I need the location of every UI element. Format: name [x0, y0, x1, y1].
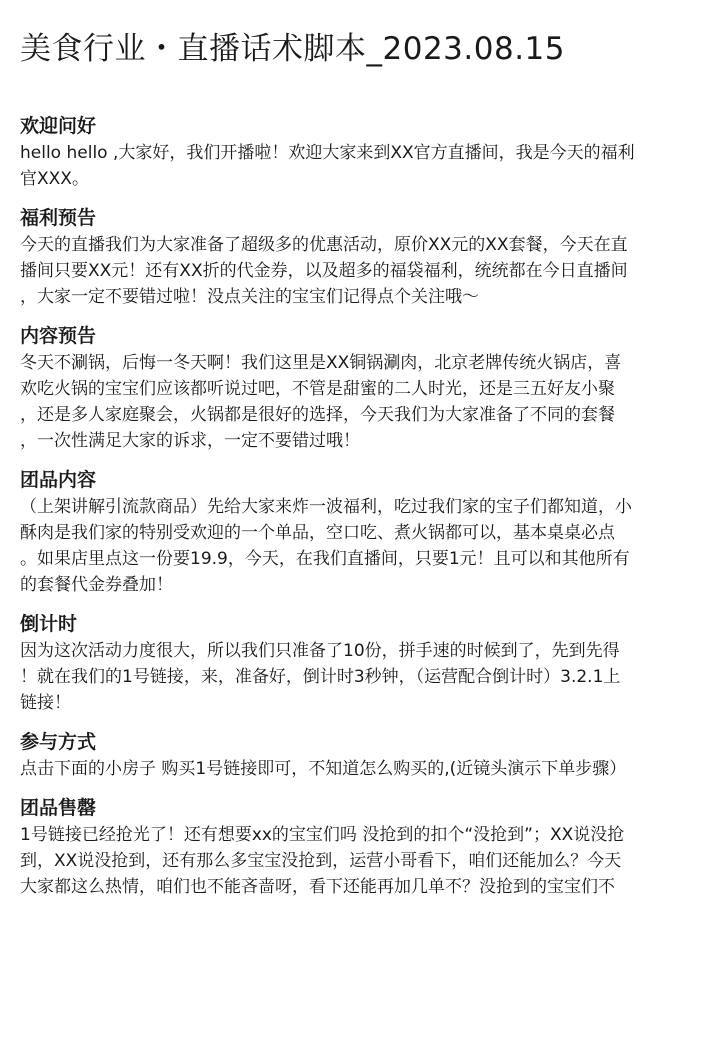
section-heading: 欢迎问好: [20, 115, 97, 137]
section-heading: 倒计时: [20, 613, 78, 635]
section-body-line: hello hello ,大家好，我们开播啦！欢迎大家来到XX官方直播间，我是今天的福利: [20, 143, 635, 163]
section-body-line: 点击下面的小房子 购买1号链接即可，不知道怎么购买的,(近镜头演示下单步骤）: [20, 759, 627, 779]
section-heading: 内容预告: [20, 325, 97, 347]
section-body-line: 冬天不涮锅，后悔一冬天啊！我们这里是XX铜锅涮肉，北京老牌传统火锅店，喜: [20, 353, 622, 373]
section-body-line: ！就在我们的1号链接，来，准备好，倒计时3秒钟，（运营配合倒计时）3.2.1上: [20, 667, 621, 687]
section-body-line: 大家都这么热情，咱们也不能吝啬呀，看下还能再加几单不？没抢到的宝宝们不: [20, 877, 615, 897]
section-body-line: 今天的直播我们为大家准备了超级多的优惠活动，原价XX元的XX套餐，今天在直: [20, 235, 628, 255]
document-section: [20, 728, 692, 782]
section-body-line: 因为这次活动力度很大，所以我们只准备了10份，拼手速的时候到了，先到先得: [20, 641, 620, 661]
section-heading: 参与方式: [20, 731, 97, 753]
section-body-line: ，一次性满足大家的诉求，一定不要错过哦！: [20, 431, 360, 451]
section-heading: 团品售罄: [20, 797, 97, 819]
document-section: [20, 322, 692, 454]
section-body: [20, 140, 692, 192]
section-body-line: 。如果店里点这一份要19.9，今天，在我们直播间，只要1元！且可以和其他所有: [20, 549, 630, 569]
section-body-line: 的套餐代金券叠加！: [20, 575, 173, 595]
section-body-line: （上架讲解引流款商品）先给大家来炸一波福利，吃过我们家的宝子们都知道，小: [20, 497, 632, 517]
section-body: [20, 756, 692, 782]
section-body-line: ，大家一定不要错过啦！没点关注的宝宝们记得点个关注哦～: [20, 287, 479, 307]
section-body-line: 官XXX。: [20, 169, 89, 189]
section-body: [20, 638, 692, 716]
section-body-line: 酥肉是我们家的特别受欢迎的一个单品，空口吃、煮火锅都可以，基本桌桌必点: [20, 523, 615, 543]
section-body: [20, 494, 692, 598]
section-heading: 福利预告: [20, 207, 97, 229]
section-body: [20, 232, 692, 310]
section-body: [20, 822, 692, 900]
section-body-line: 播间只要XX元！还有XX折的代金券，以及超多的福袋福利，统统都在今日直播间: [20, 261, 628, 281]
section-body-line: 到，XX说没抢到，还有那么多宝宝没抢到，运营小哥看下，咱们还能加么？今天: [20, 851, 622, 871]
document-section: [20, 610, 692, 716]
document-page: [20, 0, 692, 900]
document-section: [20, 466, 692, 598]
document-title: 美食行业・直播话术脚本_2023.08.15: [20, 31, 565, 67]
document-section: [20, 794, 692, 900]
document-sections: [20, 112, 692, 900]
section-body-line: 1号链接已经抢光了！还有想要xx的宝宝们吗 没抢到的扣个“没抢到”；XX说没抢: [20, 825, 625, 845]
document-section: [20, 112, 692, 192]
document-section: [20, 204, 692, 310]
section-body: [20, 350, 692, 454]
section-body-line: ，还是多人家庭聚会，火锅都是很好的选择，今天我们为大家准备了不同的套餐: [20, 405, 615, 425]
section-body-line: 链接！: [20, 693, 71, 713]
section-heading: 团品内容: [20, 469, 97, 491]
section-body-line: 欢吃火锅的宝宝们应该都听说过吧，不管是甜蜜的二人时光，还是三五好友小聚: [20, 379, 615, 399]
